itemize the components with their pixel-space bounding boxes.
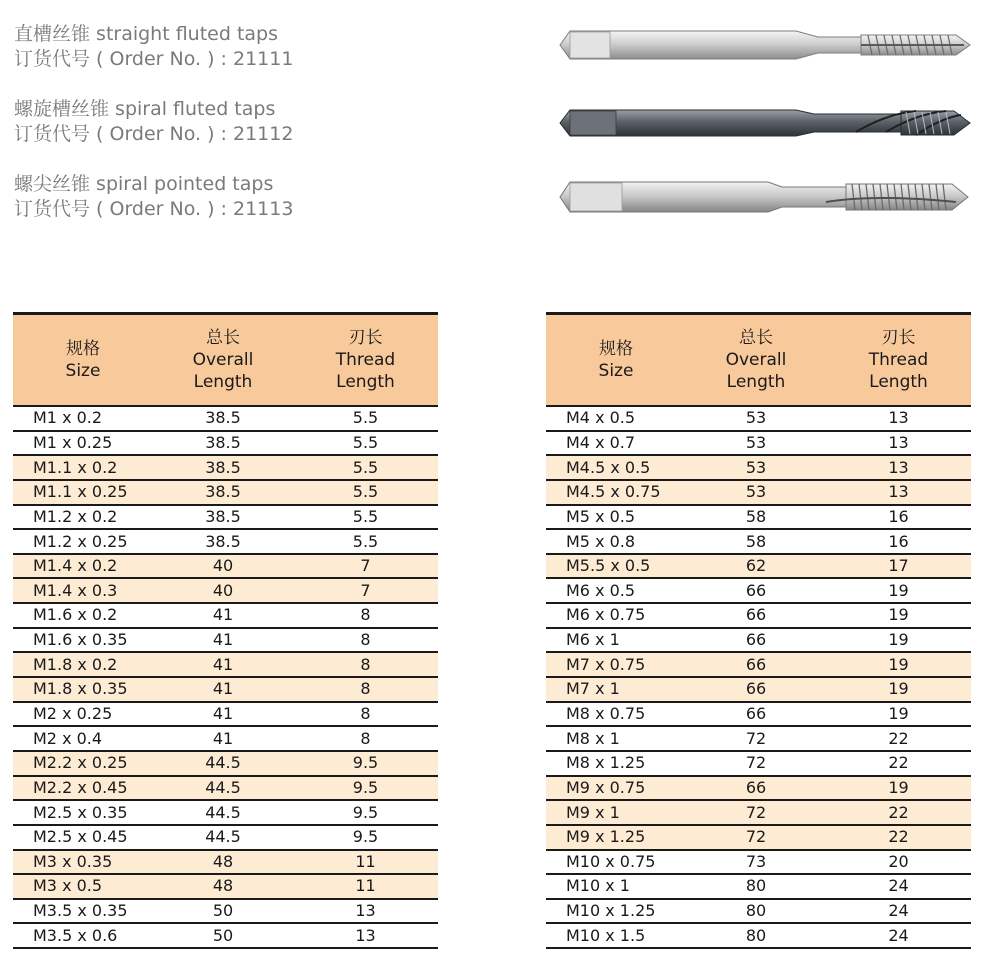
size-cell: M5 x 0.5 <box>546 505 686 530</box>
header-size-cn: 规格 <box>599 339 633 359</box>
table-row <box>13 455 438 480</box>
overall-length-cell: 66 <box>686 776 826 801</box>
header-overall-en2: Length <box>726 372 786 392</box>
size-cell: M1.2 x 0.25 <box>13 529 153 554</box>
table-row <box>546 800 971 825</box>
size-cell: M7 x 0.75 <box>546 652 686 677</box>
size-cell: M1 x 0.2 <box>13 406 153 431</box>
table-row <box>546 431 971 456</box>
thread-length-cell: 5.5 <box>293 455 438 480</box>
thread-length-cell: 22 <box>826 825 971 850</box>
header-thread-en1: Thread <box>868 350 929 370</box>
tap-size-table-left <box>13 312 438 949</box>
overall-length-cell: 53 <box>686 431 826 456</box>
table-row <box>13 480 438 505</box>
table-row <box>546 899 971 924</box>
overall-length-cell: 44.5 <box>153 751 293 776</box>
thread-length-cell: 24 <box>826 899 971 924</box>
table-row <box>546 455 971 480</box>
product-order-number: 订货代号 ( Order No. ) : 21112 <box>14 123 294 145</box>
thread-length-cell: 5.5 <box>293 529 438 554</box>
overall-length-cell: 41 <box>153 702 293 727</box>
overall-length-cell: 44.5 <box>153 825 293 850</box>
tap-size-table-right <box>546 312 971 949</box>
overall-length-cell: 40 <box>153 578 293 603</box>
overall-length-cell: 41 <box>153 726 293 751</box>
thread-length-cell: 19 <box>826 702 971 727</box>
size-cell: M2 x 0.25 <box>13 702 153 727</box>
thread-length-cell: 9.5 <box>293 751 438 776</box>
thread-length-cell: 24 <box>826 923 971 948</box>
overall-length-cell: 72 <box>686 726 826 751</box>
table-row <box>546 603 971 628</box>
straight-fluted-tap-image <box>556 20 974 70</box>
size-cell: M10 x 1 <box>546 874 686 899</box>
size-cell: M1.8 x 0.2 <box>13 652 153 677</box>
overall-length-cell: 72 <box>686 751 826 776</box>
table-row <box>546 677 971 702</box>
header-overall-cn: 总长 <box>206 328 240 348</box>
overall-length-cell: 58 <box>686 505 826 530</box>
product-name: 螺旋槽丝锥 spiral fluted taps <box>14 98 276 120</box>
header-overall-en1: Overall <box>192 350 254 370</box>
product-name: 直槽丝锥 straight fluted taps <box>14 23 279 45</box>
overall-length-cell: 66 <box>686 702 826 727</box>
overall-length-cell: 80 <box>686 874 826 899</box>
header-overall-en1: Overall <box>725 350 787 370</box>
size-cell: M9 x 1 <box>546 800 686 825</box>
size-cell: M6 x 0.5 <box>546 578 686 603</box>
overall-length-cell: 40 <box>153 554 293 579</box>
thread-length-cell: 7 <box>293 554 438 579</box>
size-cell: M7 x 1 <box>546 677 686 702</box>
table-row <box>13 677 438 702</box>
table-row <box>13 603 438 628</box>
thread-length-cell: 20 <box>826 850 971 875</box>
thread-length-cell: 13 <box>826 406 971 431</box>
overall-length-cell: 58 <box>686 529 826 554</box>
thread-length-cell: 13 <box>826 480 971 505</box>
header-thread-cn: 刃长 <box>348 328 383 348</box>
overall-length-cell: 53 <box>686 455 826 480</box>
header-overall-length <box>153 314 293 407</box>
size-cell: M4.5 x 0.5 <box>546 455 686 480</box>
size-cell: M2.2 x 0.25 <box>13 751 153 776</box>
header-size <box>546 314 686 407</box>
header-thread-en1: Thread <box>335 350 396 370</box>
header-overall-length <box>686 314 826 407</box>
thread-length-cell: 7 <box>293 578 438 603</box>
table-row <box>13 776 438 801</box>
thread-length-cell: 9.5 <box>293 800 438 825</box>
header-overall-cn: 总长 <box>739 328 773 348</box>
thread-length-cell: 19 <box>826 628 971 653</box>
header-size-en: Size <box>598 361 634 381</box>
size-cell: M1 x 0.25 <box>13 431 153 456</box>
overall-length-cell: 66 <box>686 578 826 603</box>
table-header-row <box>546 314 971 407</box>
size-cell: M9 x 1.25 <box>546 825 686 850</box>
thread-length-cell: 19 <box>826 603 971 628</box>
product-order-number: 订货代号 ( Order No. ) : 21113 <box>14 198 294 220</box>
thread-length-cell: 24 <box>826 874 971 899</box>
overall-length-cell: 41 <box>153 603 293 628</box>
size-cell: M9 x 0.75 <box>546 776 686 801</box>
overall-length-cell: 80 <box>686 899 826 924</box>
thread-length-cell: 5.5 <box>293 406 438 431</box>
overall-length-cell: 44.5 <box>153 800 293 825</box>
product-spiral-pointed <box>14 172 534 247</box>
overall-length-cell: 48 <box>153 874 293 899</box>
size-cell: M1.1 x 0.25 <box>13 480 153 505</box>
overall-length-cell: 41 <box>153 652 293 677</box>
overall-length-cell: 53 <box>686 406 826 431</box>
table-row <box>546 850 971 875</box>
size-cell: M8 x 1.25 <box>546 751 686 776</box>
overall-length-cell: 53 <box>686 480 826 505</box>
header-size-cn: 规格 <box>66 339 100 359</box>
overall-length-cell: 72 <box>686 825 826 850</box>
overall-length-cell: 50 <box>153 923 293 948</box>
thread-length-cell: 22 <box>826 726 971 751</box>
table-row <box>13 431 438 456</box>
spiral-fluted-tap-image <box>556 98 974 148</box>
thread-length-cell: 8 <box>293 726 438 751</box>
thread-length-cell: 19 <box>826 578 971 603</box>
thread-length-cell: 8 <box>293 603 438 628</box>
table-row <box>546 480 971 505</box>
overall-length-cell: 66 <box>686 628 826 653</box>
size-cell: M8 x 0.75 <box>546 702 686 727</box>
table-row <box>546 578 971 603</box>
table-row <box>13 406 438 431</box>
table-row <box>546 554 971 579</box>
spiral-pointed-tap-image <box>556 172 974 222</box>
overall-length-cell: 66 <box>686 652 826 677</box>
header-thread-cn: 刃长 <box>881 328 916 348</box>
thread-length-cell: 11 <box>293 850 438 875</box>
overall-length-cell: 73 <box>686 850 826 875</box>
size-cell: M6 x 1 <box>546 628 686 653</box>
size-cell: M1.2 x 0.2 <box>13 505 153 530</box>
size-cell: M10 x 1.5 <box>546 923 686 948</box>
table-row <box>546 529 971 554</box>
overall-length-cell: 38.5 <box>153 529 293 554</box>
header-thread-length <box>826 314 971 407</box>
thread-length-cell: 9.5 <box>293 825 438 850</box>
header-overall-en2: Length <box>193 372 253 392</box>
header-thread-en2: Length <box>336 372 395 392</box>
thread-length-cell: 8 <box>293 702 438 727</box>
table-row <box>13 899 438 924</box>
size-cell: M4.5 x 0.75 <box>546 480 686 505</box>
thread-length-cell: 17 <box>826 554 971 579</box>
header-thread-length <box>293 314 438 407</box>
thread-length-cell: 9.5 <box>293 776 438 801</box>
thread-length-cell: 19 <box>826 677 971 702</box>
size-cell: M1.1 x 0.2 <box>13 455 153 480</box>
size-cell: M4 x 0.5 <box>546 406 686 431</box>
table-row <box>546 652 971 677</box>
product-order-number: 订货代号 ( Order No. ) : 21111 <box>14 48 294 70</box>
overall-length-cell: 62 <box>686 554 826 579</box>
overall-length-cell: 48 <box>153 850 293 875</box>
size-cell: M3 x 0.35 <box>13 850 153 875</box>
table-row <box>13 578 438 603</box>
thread-length-cell: 13 <box>293 923 438 948</box>
table-row <box>546 776 971 801</box>
table-row <box>13 800 438 825</box>
size-cell: M2.5 x 0.35 <box>13 800 153 825</box>
size-cell: M1.6 x 0.35 <box>13 628 153 653</box>
overall-length-cell: 38.5 <box>153 431 293 456</box>
thread-length-cell: 13 <box>293 899 438 924</box>
size-cell: M6 x 0.75 <box>546 603 686 628</box>
table-row <box>546 505 971 530</box>
size-cell: M1.4 x 0.3 <box>13 578 153 603</box>
size-cell: M3 x 0.5 <box>13 874 153 899</box>
product-list <box>14 22 534 247</box>
thread-length-cell: 5.5 <box>293 505 438 530</box>
table-row <box>13 751 438 776</box>
table-row <box>546 825 971 850</box>
table-row <box>13 505 438 530</box>
thread-length-cell: 8 <box>293 677 438 702</box>
table-row <box>546 751 971 776</box>
size-cell: M2.2 x 0.45 <box>13 776 153 801</box>
overall-length-cell: 66 <box>686 677 826 702</box>
size-cell: M1.6 x 0.2 <box>13 603 153 628</box>
overall-length-cell: 41 <box>153 677 293 702</box>
thread-length-cell: 13 <box>826 431 971 456</box>
overall-length-cell: 38.5 <box>153 455 293 480</box>
thread-length-cell: 8 <box>293 652 438 677</box>
thread-length-cell: 13 <box>826 455 971 480</box>
overall-length-cell: 72 <box>686 800 826 825</box>
table-row <box>13 529 438 554</box>
thread-length-cell: 19 <box>826 652 971 677</box>
thread-length-cell: 11 <box>293 874 438 899</box>
size-cell: M10 x 1.25 <box>546 899 686 924</box>
size-cell: M3.5 x 0.35 <box>13 899 153 924</box>
header-size <box>13 314 153 407</box>
table-row <box>13 652 438 677</box>
table-row <box>546 702 971 727</box>
size-cell: M3.5 x 0.6 <box>13 923 153 948</box>
table-row <box>13 874 438 899</box>
overall-length-cell: 41 <box>153 628 293 653</box>
overall-length-cell: 44.5 <box>153 776 293 801</box>
product-straight-fluted <box>14 22 534 97</box>
table-row <box>13 923 438 948</box>
size-cell: M2 x 0.4 <box>13 726 153 751</box>
size-cell: M1.8 x 0.35 <box>13 677 153 702</box>
table-row <box>546 628 971 653</box>
thread-length-cell: 16 <box>826 505 971 530</box>
size-cell: M10 x 0.75 <box>546 850 686 875</box>
table-row <box>546 923 971 948</box>
table-row <box>13 850 438 875</box>
overall-length-cell: 38.5 <box>153 406 293 431</box>
overall-length-cell: 50 <box>153 899 293 924</box>
size-cell: M4 x 0.7 <box>546 431 686 456</box>
thread-length-cell: 8 <box>293 628 438 653</box>
table-row <box>546 874 971 899</box>
size-cell: M2.5 x 0.45 <box>13 825 153 850</box>
table-row <box>13 628 438 653</box>
product-name: 螺尖丝锥 spiral pointed taps <box>14 173 274 195</box>
table-header-row <box>13 314 438 407</box>
table-row <box>546 406 971 431</box>
overall-length-cell: 38.5 <box>153 505 293 530</box>
size-cell: M5 x 0.8 <box>546 529 686 554</box>
overall-length-cell: 66 <box>686 603 826 628</box>
overall-length-cell: 38.5 <box>153 480 293 505</box>
size-cell: M1.4 x 0.2 <box>13 554 153 579</box>
table-row <box>13 726 438 751</box>
size-cell: M5.5 x 0.5 <box>546 554 686 579</box>
table-row <box>13 825 438 850</box>
size-cell: M8 x 1 <box>546 726 686 751</box>
overall-length-cell: 80 <box>686 923 826 948</box>
thread-length-cell: 16 <box>826 529 971 554</box>
product-spiral-fluted <box>14 97 534 172</box>
thread-length-cell: 19 <box>826 776 971 801</box>
header-thread-en2: Length <box>869 372 928 392</box>
table-row <box>13 702 438 727</box>
thread-length-cell: 5.5 <box>293 480 438 505</box>
table-row <box>13 554 438 579</box>
thread-length-cell: 22 <box>826 751 971 776</box>
table-row <box>546 726 971 751</box>
thread-length-cell: 22 <box>826 800 971 825</box>
thread-length-cell: 5.5 <box>293 431 438 456</box>
header-size-en: Size <box>65 361 101 381</box>
